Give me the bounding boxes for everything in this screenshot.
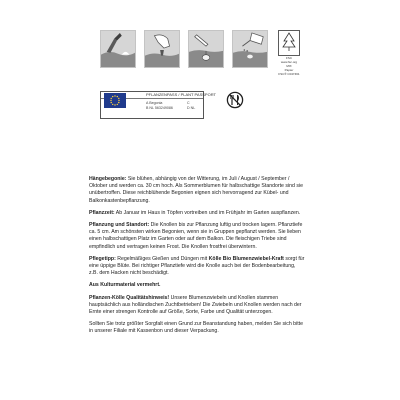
complaint-body: Sollten Sie trotz größter Sorgfalt einen Grund zur Beanstandung haben, melden Sie sich bitte in unserer Filiale mit Kassenbon und dieser Verpackung. <box>89 321 303 335</box>
fsc-site: www.fsc.org <box>280 60 298 64</box>
care-paragraph <box>89 256 305 278</box>
passport-botanical-name: A Begonia <box>146 101 163 105</box>
fsc-code: FSC® C047461 <box>278 72 300 76</box>
eu-flag-icon <box>104 93 126 108</box>
quality-paragraph <box>89 295 305 317</box>
hand-planting-icon <box>144 30 180 68</box>
care-product: Kölle Bio Blumenzwiebel-Kraft <box>208 255 284 262</box>
plant-passport-label <box>100 91 216 119</box>
site-paragraph <box>89 222 305 251</box>
planting-depth-icon <box>188 30 224 68</box>
fsc-brand: FSC <box>286 56 292 60</box>
fsc-tree-logo-icon <box>278 30 300 56</box>
passport-country-origin: D NL <box>187 106 196 110</box>
passport-traceability-code: C <box>187 101 190 105</box>
quality-label: Pflanzen-Kölle Qualitätshinweis! <box>89 294 170 301</box>
soil-preparation-icon <box>100 30 136 68</box>
planting-instructions-icons <box>100 30 300 76</box>
planting-time-label: Pflanzzeit: <box>89 209 115 216</box>
propagation-text: Aus Kulturmaterial vermehrt. <box>89 282 161 289</box>
care-body-2: sorgt für eine üppige Blüte. Bei richtiger Pflanztiefe wird die Knolle auch bei der Bodenbearbeitung, z.B. dem Hacken nicht beschädigt. <box>89 255 305 277</box>
passport-registration-number: B NL 563249086 <box>146 106 173 110</box>
no-cut-icon <box>226 91 244 109</box>
planting-time-body: Ab Januar im Haus in Töpfen vortreiben und im Frühjahr im Garten auspflanzen. <box>114 209 301 216</box>
watering-icon <box>232 30 268 68</box>
planting-time-paragraph <box>89 210 305 217</box>
product-description <box>89 176 305 341</box>
propagation-note <box>89 282 305 289</box>
habit-paragraph <box>89 176 305 205</box>
site-label: Pflanzung und Standort: <box>89 222 150 229</box>
habit-label: Hängebegonie: <box>89 176 127 182</box>
care-body-1: Regelmäßiges Gießen und Düngen mit <box>115 255 209 262</box>
fsc-type: MIX <box>286 64 292 68</box>
complaint-paragraph <box>89 321 305 335</box>
quality-body: Unsere Blumenzwiebeln und Knollen stammen hauptsächlich aus holländischen Zuchtbetrieben! Die Zwiebeln und Knollen werden nach der Ernte einer strengen Kontrolle auf Größe, Sorte, Farbe und Qualität unterzogen. <box>89 294 302 316</box>
care-label: Pflegetipp: <box>89 255 116 262</box>
site-body: Die Knollen bis zur Pflanzung luftig und trocken lagern. Pflanztiefe ca. 5 cm. Am schönsten wirken Begonien, wenn sie in Gruppen gepflanzt werden. Sie lieben einen halbschattigen Platz im Garten oder auf dem Balkon. Die fleischigen Triebe sind empfindlich und vertragen keinen Frost. Die Knollen frostfrei überwintern. <box>89 222 303 250</box>
fsc-label <box>278 30 300 76</box>
plant-passport-header: PFLANZENPASS / PLANT PASSPORT <box>101 92 203 99</box>
habit-body: Sie blühen, abhängig von der Witterung, im Juli / August / September / Oktober und werden ca. 30 cm hoch. Als Sommerblumen für halbschattige Standorte sind sie unübertroffen. Diese reichblühende Begonien eignen sich hervorragend zur Kübel- und Balkonkastenbepflanzung. <box>89 176 303 204</box>
fsc-claim: Papier <box>284 68 294 72</box>
